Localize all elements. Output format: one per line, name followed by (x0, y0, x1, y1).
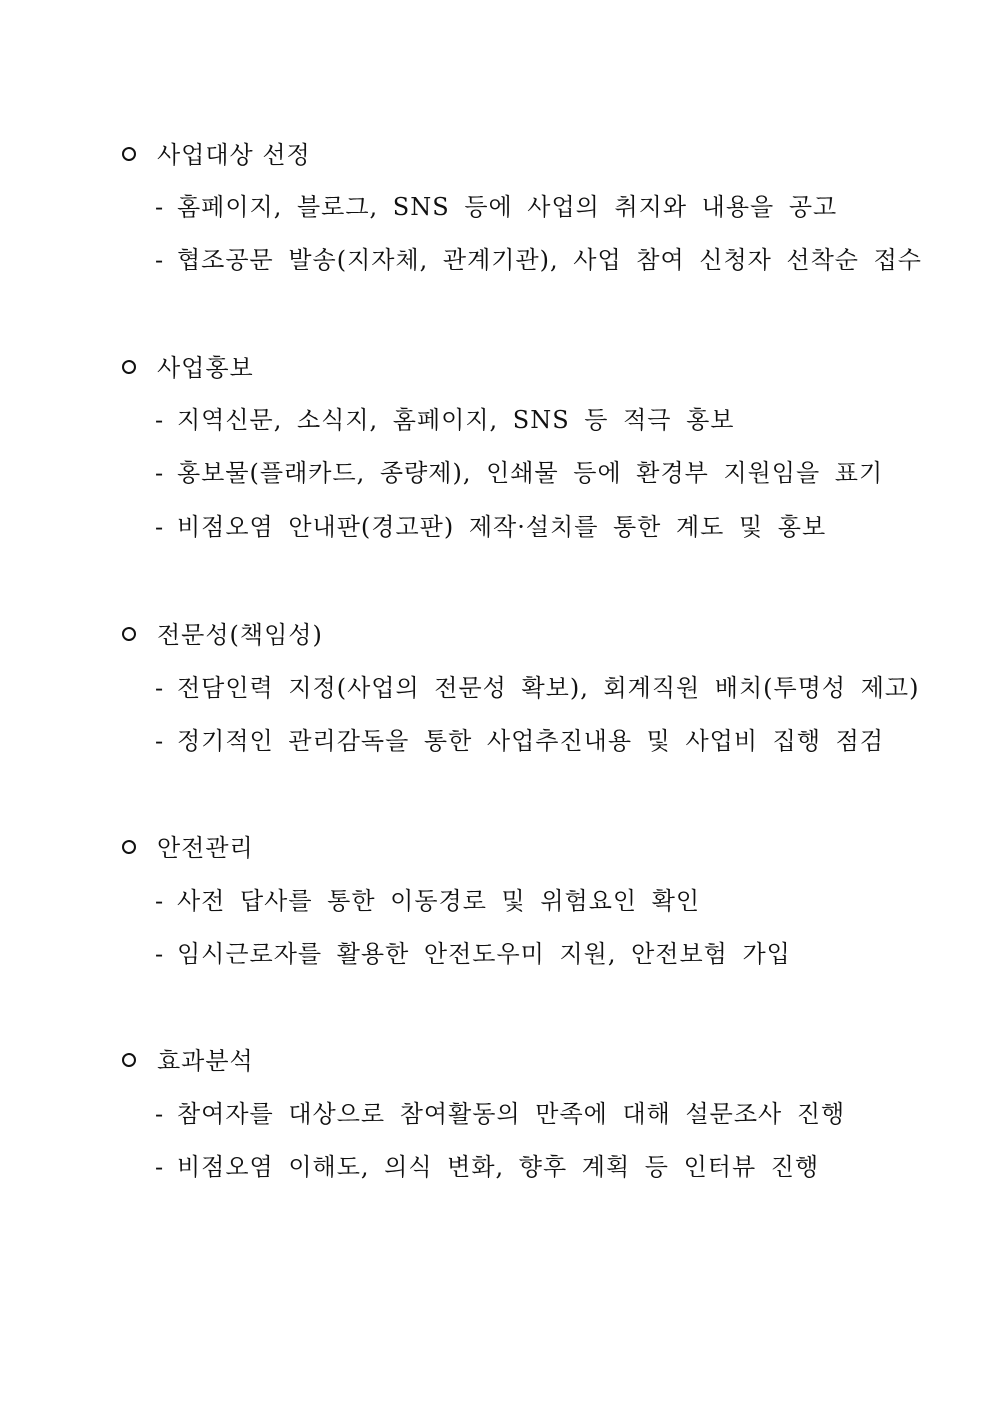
dash-marker: - (155, 887, 165, 915)
section-heading-row (0, 620, 900, 652)
circle-bullet-icon (122, 147, 136, 161)
section-heading: 전문성(책임성) (157, 621, 323, 649)
dash-marker: - (155, 246, 165, 274)
list-item (155, 512, 826, 542)
list-item-text: 비점오염 안내판(경고판) 제작·설치를 통한 계도 및 홍보 (177, 513, 827, 541)
list-item (155, 458, 883, 488)
circle-bullet-icon (122, 627, 136, 641)
section-heading-row (0, 1046, 900, 1078)
list-item (155, 673, 919, 703)
dash-marker: - (155, 193, 165, 221)
list-item (155, 886, 700, 916)
circle-bullet-icon (122, 1053, 136, 1067)
list-item-text: 비점오염 이해도, 의식 변화, 향후 계획 등 인터뷰 진행 (177, 1153, 820, 1181)
list-item-text: 임시근로자를 활용한 안전도우미 지원, 안전보험 가입 (177, 940, 791, 968)
list-item-text: 참여자를 대상으로 참여활동의 만족에 대해 설문조사 진행 (177, 1100, 846, 1128)
dash-marker: - (155, 674, 165, 702)
list-item-text: 홈페이지, 블로그, SNS 등에 사업의 취지와 내용을 공고 (177, 193, 838, 221)
section-heading: 사업대상 선정 (157, 141, 311, 169)
dash-marker: - (155, 459, 165, 487)
dash-marker: - (155, 940, 165, 968)
list-item (155, 245, 922, 275)
section-heading-row (0, 833, 900, 865)
circle-bullet-icon (122, 840, 136, 854)
section-heading: 사업홍보 (157, 354, 254, 382)
list-item (155, 192, 837, 222)
list-item-text: 지역신문, 소식지, 홈페이지, SNS 등 적극 홍보 (177, 406, 735, 434)
list-item (155, 405, 735, 435)
list-item-text: 사전 답사를 통한 이동경로 및 위험요인 확인 (177, 887, 701, 915)
list-item (155, 939, 791, 969)
list-item-text: 협조공문 발송(지자체, 관계기관), 사업 참여 신청자 선착순 접수 (177, 246, 922, 274)
dash-marker: - (155, 1100, 165, 1128)
list-item-text: 홍보물(플래카드, 종량제), 인쇄물 등에 환경부 지원임을 표기 (177, 459, 884, 487)
list-item-text: 정기적인 관리감독을 통한 사업추진내용 및 사업비 집행 점검 (177, 727, 885, 755)
circle-bullet-icon (122, 360, 136, 374)
list-item (155, 1152, 819, 1182)
list-item-text: 전담인력 지정(사업의 전문성 확보), 회계직원 배치(투명성 제고) (177, 674, 920, 702)
dash-marker: - (155, 513, 165, 541)
section-heading-row (0, 353, 900, 385)
dash-marker: - (155, 727, 165, 755)
section-heading: 효과분석 (157, 1047, 254, 1075)
dash-marker: - (155, 1153, 165, 1181)
section-heading: 안전관리 (157, 834, 254, 862)
list-item (155, 1099, 845, 1129)
section-heading-row (0, 140, 900, 172)
list-item (155, 726, 884, 756)
dash-marker: - (155, 406, 165, 434)
